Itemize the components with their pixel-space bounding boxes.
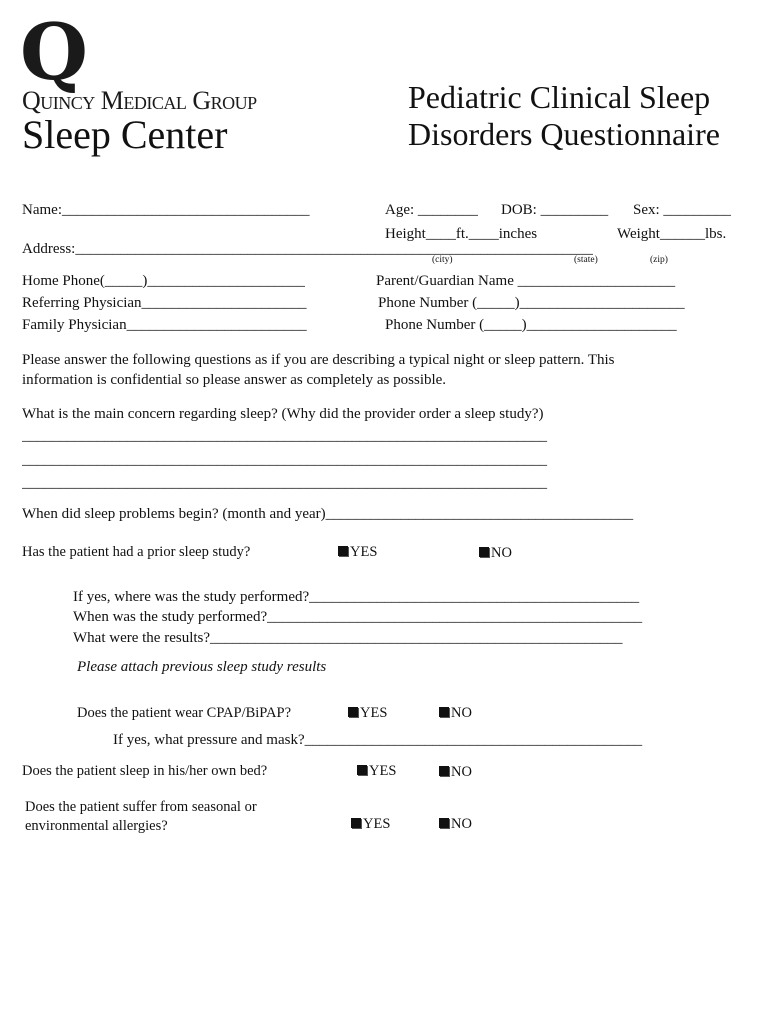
sex-field[interactable]: Sex: _________ <box>633 202 731 218</box>
prior-study-yes-checkbox[interactable] <box>338 544 377 561</box>
logo-q-icon: Q <box>20 7 86 98</box>
checkbox-icon <box>479 547 489 557</box>
referring-physician-field[interactable]: Referring Physician______________________ <box>22 295 307 311</box>
no-label: NO <box>451 764 472 780</box>
cpap-pressure-field[interactable]: If yes, what pressure and mask?_____________________________________________ <box>113 732 643 748</box>
family-physician-field[interactable]: Family Physician________________________ <box>22 317 307 333</box>
checkbox-icon <box>439 707 449 717</box>
address-field[interactable]: Address:_____________________________________________________________________ <box>22 241 593 257</box>
main-concern-question: What is the main concern regarding sleep? (Why did the provider order a sleep study?) <box>22 406 544 422</box>
weight-field[interactable]: Weight______lbs. <box>617 226 727 242</box>
brand-name: Quincy Medical Group <box>22 86 257 115</box>
checkbox-icon <box>348 707 358 717</box>
allergies-question-line: environmental allergies? <box>25 818 168 834</box>
checkbox-icon <box>357 765 367 775</box>
prior-study-question: Has the patient had a prior sleep study? <box>22 544 251 560</box>
checkbox-icon <box>439 818 449 828</box>
attach-results-note: Please attach previous sleep study results <box>77 659 327 675</box>
phone-number-field[interactable]: Phone Number (_____)______________________ <box>378 295 685 311</box>
instructions-line: Please answer the following questions as if you are describing a typical night or sleep pattern. This <box>22 352 615 368</box>
study-location-field[interactable]: If yes, where was the study performed?____________________________________________ <box>73 589 640 605</box>
yes-label: YES <box>360 705 388 721</box>
yes-label: YES <box>369 763 397 779</box>
checkbox-icon <box>351 818 361 828</box>
department-title: Sleep Center <box>22 112 228 157</box>
yes-label: YES <box>363 816 391 832</box>
instructions-line: information is confidential so please answer as completely as possible. <box>22 372 447 388</box>
answer-line[interactable]: ______________________________________________________________________ <box>22 428 547 444</box>
name-field[interactable]: Name:_________________________________ <box>22 202 310 218</box>
study-date-field[interactable]: When was the study performed?__________________________________________________ <box>73 609 643 625</box>
own-bed-yes-checkbox[interactable] <box>357 763 396 780</box>
form-title <box>408 79 720 153</box>
dob-field[interactable]: DOB: _________ <box>501 202 609 218</box>
prior-study-no-checkbox[interactable] <box>479 545 512 562</box>
height-field[interactable]: Height____ft.____inches <box>385 226 538 242</box>
study-results-field[interactable]: What were the results?_______________________________________________________ <box>73 630 623 646</box>
allergies-yes-checkbox[interactable] <box>351 816 390 833</box>
own-bed-no-checkbox[interactable] <box>439 764 472 781</box>
allergies-question <box>25 798 257 836</box>
checkbox-icon <box>439 766 449 776</box>
home-phone-field[interactable]: Home Phone(_____)_____________________ <box>22 273 305 289</box>
age-field[interactable]: Age: ________ <box>385 202 478 218</box>
cpap-yes-checkbox[interactable] <box>348 705 387 722</box>
phone-number-field[interactable]: Phone Number (_____)____________________ <box>385 317 677 333</box>
cpap-no-checkbox[interactable] <box>439 705 472 722</box>
allergies-question-line: Does the patient suffer from seasonal or <box>25 799 257 815</box>
yes-label: YES <box>350 544 378 560</box>
checkbox-icon <box>338 546 348 556</box>
zip-hint: (zip) <box>650 255 668 265</box>
allergies-no-checkbox[interactable] <box>439 816 472 833</box>
state-hint: (state) <box>574 255 598 265</box>
form-title-line-1: Pediatric Clinical Sleep <box>408 79 711 115</box>
instructions <box>22 350 615 390</box>
form-title-line-2: Disorders Questionnaire <box>408 116 720 152</box>
answer-line[interactable]: ______________________________________________________________________ <box>22 475 547 491</box>
no-label: NO <box>451 705 472 721</box>
answer-line[interactable]: ______________________________________________________________________ <box>22 452 547 468</box>
parent-guardian-field[interactable]: Parent/Guardian Name _____________________ <box>376 273 676 289</box>
no-label: NO <box>491 545 512 561</box>
no-label: NO <box>451 816 472 832</box>
own-bed-question: Does the patient sleep in his/her own bed? <box>22 763 268 779</box>
cpap-question: Does the patient wear CPAP/BiPAP? <box>77 705 292 721</box>
problems-began-field[interactable]: When did sleep problems begin? (month and year)_________________________________________ <box>22 506 634 522</box>
city-hint: (city) <box>432 255 453 265</box>
